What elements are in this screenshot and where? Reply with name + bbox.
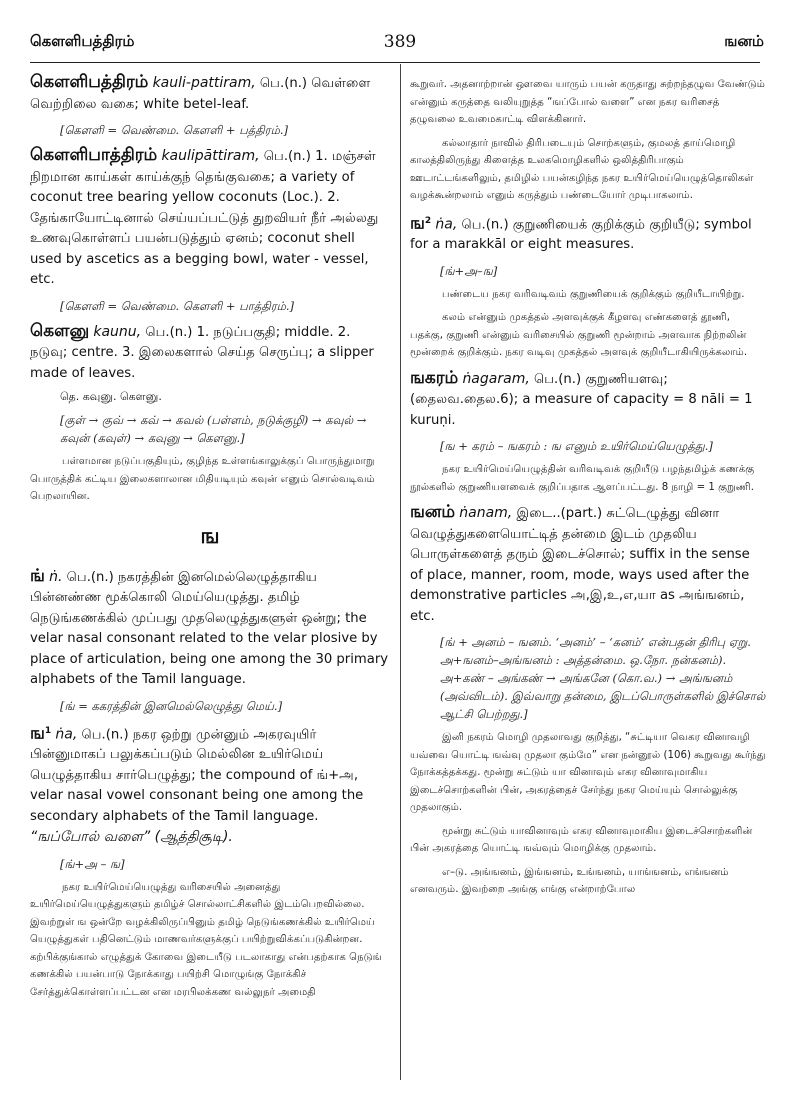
romanization: kaunu, bbox=[93, 323, 142, 340]
explanatory-note: பள்ளமான நடுப்பகுதியும், குழிந்த உள்ளங்காலுக்குப் பொருந்துமாறு பொருத்திக் கட்டிய இலைகளாலான மிதியடியும் கவுன் எனும் சொல்வடிவம் பெறலாயின. bbox=[30, 456, 375, 502]
etymology: [கௌளி = வெண்மை. கௌளி + பாத்திரம்.] bbox=[60, 298, 295, 313]
running-head-left: கௌளிபத்திரம் bbox=[30, 32, 135, 50]
explanatory-note: நகர உயிர்மெய்யெழுத்து வரிசையில் அனைத்து உயிர்மெய்யெழுத்துகளும் தமிழ்ச் சொல்லாட்சிகளில் இடம்பெறவில்லை. இவற்றுள் ங ஒன்றே வழக்கிலிருப்பினும் தமிழ் நெடுங்கணக்கில் உயிர்மெய் யெழுத்துகள் பதினெட்டும் மாணவர்களுக்குப் பயிற்றுவிக்கப்படுகின்றன. கற்பிக்குங்கால் எழுத்துக் கோவை இடையீடு படலாகாது என்பதற்காக நெடுங் கணக்கில் பயன்பாடு நோக்காது பயிற்சி மொழுங்கு நோக்கிச் சேர்த்துக்கொள்ளப்பட்டன என மரபிலக்கண வல்லுநர் அமைதி bbox=[30, 881, 382, 998]
right-column bbox=[410, 72, 766, 1092]
etymology: [கௌளி = வெண்மை. கௌளி + பத்திரம்.] bbox=[60, 123, 289, 137]
grammar-label: பெ.(n.) bbox=[533, 371, 582, 387]
romanization: kaulipāttiram, bbox=[161, 148, 260, 164]
running-head-right: ஙனம் bbox=[724, 32, 764, 50]
headword: ஙகரம் bbox=[410, 367, 459, 388]
explanatory-note: எ–டு. அங்ஙனம், இங்ஙனம், உங்ஙனம், யாங்ஙனம், எங்ஙனம் எனவரும். இவற்றை அங்கு எங்கு என்றாற்போல bbox=[410, 866, 729, 896]
etymology: [ங் + அனம் – ஙனம். ‘அனம்’ – ‘கனம்’ என்பதன் திரிபு ஏறு. அ+ஙனம்–அங்ஙனம் : அத்தன்மை. ஒ.நோ. நன்கனம்). அ+கண் – அங்கண் → அங்கனே (கொ.வ.) → அங்ஙனம் (அவ்விடம்). இவ்வாறு தன்மை, இடப்பொருள்களில் இச்சொல் ஆட்சி பெற்றது.] bbox=[440, 635, 766, 722]
headword: கௌளிபாத்திரம் bbox=[30, 145, 158, 165]
left-column bbox=[30, 72, 390, 1092]
romanization: kauli-pattiram, bbox=[152, 75, 256, 91]
headword: ங bbox=[410, 212, 425, 233]
headword: ஙனம் bbox=[410, 502, 456, 523]
romanization: ṅa, bbox=[435, 215, 458, 232]
romanization: ṅanam, bbox=[459, 505, 513, 522]
definition: நகரத்தின் இனமெல்லெழுத்தாகிய பின்னண்ண மூக்கொலி மெய்யெழுத்து. தமிழ் நெடுங்கணக்கில் முப்பது முதலெழுத்துகளுள் ஒன்று; the velar nasal consonant related to the velar plosive by place of articulation, being one among the 30 primary alphabets of the Tamil language. bbox=[30, 569, 389, 687]
definition: குறுணியைக் குறிக்கும் குறியீடு; symbol for a marakkāl or eight measures. bbox=[410, 216, 752, 253]
headword: கௌனு bbox=[30, 320, 90, 341]
entry-nganam bbox=[410, 502, 766, 627]
grammar-label: பெ.(n.) bbox=[145, 324, 193, 340]
explanatory-note: கலம் என்னும் முகத்தல் அளவுக்குக் கீழளவு எண்களைத் தூணி, பதக்கு, குறுணி என்னும் வரிசையில் குறுணி மூன்றாம் அளவாக நிற்றலின் மூன்றைக் குறிக்கும். நகர வடிவு முகத்தல் அளவுக் குறியீடாகியிருக்கலாம். bbox=[410, 312, 748, 359]
headword: ங் bbox=[30, 565, 45, 586]
definition: 1. நடுப்பகுதி; middle. 2. நடுவு; centre. 3. இலைகளால் செய்த செருப்பு; a slipper made of leaves. bbox=[30, 324, 374, 381]
romanization: ṅa, bbox=[55, 725, 78, 742]
grammar-label: பெ.(n.) bbox=[259, 76, 308, 91]
etymology: [ங்+அ – ங] bbox=[60, 856, 125, 871]
column-divider bbox=[400, 64, 401, 1080]
etymology: [ங + கரம் – ஙகரம் : ங எனும் உயிர்மெய்யெழுத்து.] bbox=[440, 439, 713, 454]
page-number: 389 bbox=[383, 32, 417, 52]
etymology: [குள் → குவ் → கவ் → கவல் (பள்ளம், நடுக்குழி) → கவுல் → கவுன் (கவுள்) → கவுனு → கௌனு.] bbox=[60, 413, 367, 445]
entry-kaunu bbox=[30, 321, 390, 385]
definition: 1. மஞ்சள் நிறமான காய்கள் காய்க்குந் தெங்குவகை; a variety of coconut tree bearing yellow coconuts (Loc.). 2. தேங்காயோட்டினால் செய்யப்பட்டுத் துறவியர் நீர் அல்லது உணவுகொள்ளப் பயன்படுத்தும் ஏனம்; coconut shell used by ascetics as a begging bowl, water - vessel, etc. bbox=[30, 149, 379, 287]
entry-kaulipattiram-2 bbox=[30, 145, 390, 291]
grammar-label: இடை..(part.) bbox=[516, 506, 603, 522]
continued-note: கூறுவர். அதனாற்றான் ஔவை யாரும் பயன் கருதாது சுற்றந்தழுவ வேண்டும் என்னும் கருத்தை வலியுறுத்த “ஙப்போல் வளை” என நகர வரிசைத் தழுவலை உவமைகாட்டி விளக்கினார். bbox=[410, 79, 765, 125]
entry-nga-1 bbox=[30, 721, 390, 849]
grammar-label: பெ.(n.) bbox=[81, 726, 129, 742]
citation: “ஙப்போல் வளை” (ஆத்திசூடி). bbox=[30, 829, 233, 846]
explanatory-note: இனி நகரம் மொழி முதலாவது குறித்து, “சுட்டியா வெகர வினாவழி யவ்வை யொட்டி ஙவ்வு முதலா கும்மே” என நன்னூல் (106) கூறுவது கூர்ந்து நோக்கத்தக்கது. மூன்று சுட்டும் யா வினாவும் எகர வினாவுமாகிய இடைச்சொற்களின் பின், அகரத்தைச் சேர்ந்து நகர மெய்யும் சொல்லுக்கு முதலாகும். bbox=[410, 732, 766, 814]
headword: கௌளிபத்திரம் bbox=[30, 72, 149, 92]
etymology: [ங்+அ–ங] bbox=[440, 263, 498, 278]
entry-nga-2 bbox=[410, 211, 766, 256]
definition: வெள்ளை வெற்றிலை வகை; white betel-leaf. bbox=[30, 76, 371, 112]
entry-kaulipattiram bbox=[30, 72, 390, 115]
header-rule bbox=[30, 62, 760, 63]
grammar-label: பெ.(n.) bbox=[66, 569, 114, 585]
homonym-number: 1 bbox=[44, 725, 52, 736]
explanatory-note: நகர உயிர்மெய்யெழுத்தின் வரிவடிவக் குறியீடு பழந்தமிழ்க் கணக்கு நூல்களில் குறுணியளவைக் குறிப்பதாக ஆளப்பட்டது. 8 நாழி = 1 குறுணி. bbox=[410, 464, 755, 493]
explanatory-note: பண்டைய நகர வரிவடிவம் குறுணியைக் குறிக்கும் குறியீடாயிற்று. bbox=[442, 288, 745, 300]
grammar-label: பெ.(n.) bbox=[263, 149, 311, 164]
explanatory-note: மூன்று சுட்டும் யாவினாவும் எகர வினாவுமாகிய இடைச்சொற்களின் பின் அகரத்தை யொட்டி ஙவ்வும் மொழிக்கு முதலாம். bbox=[410, 825, 753, 855]
headword: ங bbox=[30, 722, 45, 743]
entry-ngagaram bbox=[410, 368, 766, 432]
homonym-number: 2 bbox=[424, 215, 432, 226]
explanatory-note: கல்லாதார் நாவில் திரிபடையும் சொற்களும், குமலத் தாய்மொழி காலத்திலிருந்து கிளைத்த உலகமொழிகளில் ஒலித்திரிபாகும் ஊடாட்டங்களிலும், தமிழில் பயன்கழிந்த நகர உயிர்மெய்யெழுத்தொலிகள் வழக்கூன்றலாம் எனும் கருத்தும் பண்டையோர் முடிபாகலாம். bbox=[410, 137, 754, 201]
romanization: ṅagaram, bbox=[462, 370, 530, 387]
definition: நகர ஒற்று முன்னும் அகரவுயிர் பின்னுமாகப் பலுக்கப்படும் மெல்லின உயிர்மெய் யெழுத்தாகிய சார்பெழுத்து; the compound of ங்+அ, velar nasal vowel consonant being one among the secondary alphabets of the Tamil language. bbox=[30, 726, 364, 824]
definition: சுட்டெழுத்து வினா வெழுத்துகளையொட்டித் தன்மை இடம் முதலிய பொருள்களைத் தரும் இடைச்சொல்; suffix in the sense of place, manner, room, mode, ways used after the demonstrative particles அ,இ,உ,எ,யா as அங்ஙனம், etc. bbox=[410, 506, 750, 624]
letter-section-heading: ங bbox=[200, 523, 220, 549]
grammar-label: பெ.(n.) bbox=[461, 216, 509, 232]
romanization: ṅ. bbox=[49, 568, 63, 585]
definition: குறுணியளவு; (தைலவ.தைல.6); a measure of capacity = 8 nāli = 1 kuruṇi. bbox=[410, 371, 753, 428]
etymology: [ங் = ககரத்தின் இனமெல்லெழுத்து மெய்.] bbox=[60, 698, 283, 713]
entry-nga-consonant bbox=[30, 566, 390, 691]
cognate: தெ. கவுனு. கௌனு. bbox=[60, 390, 162, 403]
